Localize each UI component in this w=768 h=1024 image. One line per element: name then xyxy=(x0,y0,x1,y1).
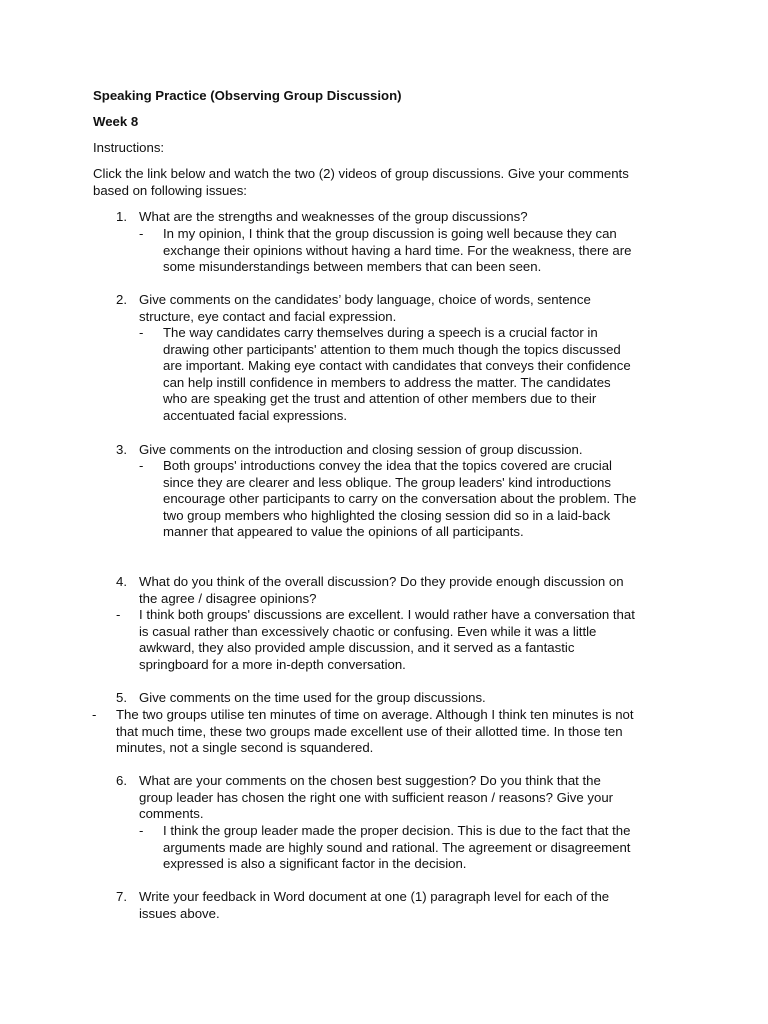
question-text xyxy=(139,690,684,707)
answer-line: accentuated facial expressions. xyxy=(163,407,348,423)
answer-dash: - xyxy=(116,607,121,622)
answer-line: In my opinion, I think that the group discussion is going well because they can xyxy=(163,226,617,241)
instructions-label: Instructions: xyxy=(93,140,165,155)
answer-text xyxy=(163,823,630,873)
question-line: comments. xyxy=(139,806,204,822)
answer-line: is casual rather than excessively chaotic or confusing. Even while it was a little xyxy=(139,623,597,639)
answer-line: Both groups' introductions convey the idea that the topics covered are crucial xyxy=(163,458,612,473)
answer-line: since they are clearer and less oblique. The group leaders' kind introductions xyxy=(163,474,611,490)
answer-line: two group members who highlighted the closing session did so in a laid-back xyxy=(163,507,611,523)
answer-text xyxy=(116,707,634,757)
question-line: Write your feedback in Word document at one (1) paragraph level for each of the xyxy=(139,889,610,904)
question-line: structure, eye contact and facial expression. xyxy=(139,308,397,324)
question-line: issues above. xyxy=(139,905,220,921)
question-number: 1. xyxy=(116,209,127,224)
answer-line: springboard for a more in-depth conversation. xyxy=(139,656,406,672)
answer-line: encourage other participants to carry on the conversation about the problem. The xyxy=(163,491,637,507)
question-number: 5. xyxy=(116,690,127,705)
answer-line: arguments made are highly sound and rational. The agreement or disagreement xyxy=(163,839,631,855)
answer-text xyxy=(163,458,636,541)
question-text xyxy=(139,889,684,922)
question-number: 3. xyxy=(116,442,127,457)
question-line: What are the strengths and weaknesses of the group discussions? xyxy=(139,209,528,224)
answer-line: manner that appeared to value the opinions of all participants. xyxy=(163,524,524,540)
question-line: Give comments on the time used for the group discussions. xyxy=(139,690,486,705)
question-text xyxy=(139,574,684,607)
answer-text xyxy=(163,325,631,425)
answer-line: are important. Making eye contact with candidates that conveys their confidence xyxy=(163,358,631,374)
answer-line: expressed is also a significant factor in the decision. xyxy=(163,856,467,872)
question-line: What do you think of the overall discussion? Do they provide enough discussion on xyxy=(139,574,624,589)
answer-line: that much time, these two groups made excellent use of their allotted time. In those ten xyxy=(116,723,623,739)
answer-line: minutes, not a single second is squandered. xyxy=(116,740,374,756)
answer-dash: - xyxy=(139,226,144,241)
answer-text xyxy=(163,226,631,276)
answer-line: I think the group leader made the proper decision. This is due to the fact that the xyxy=(163,823,631,838)
answer-line: exchange their opinions without having a hard time. For the weakness, there are xyxy=(163,242,632,258)
answer-line: drawing other participants' attention to them much though the topics discussed xyxy=(163,341,621,357)
answer-line: can help instill confidence in members to address the matter. The candidates xyxy=(163,374,611,390)
question-text xyxy=(139,292,684,325)
answer-line: some misunderstandings between members that can been seen. xyxy=(163,259,542,275)
question-line: What are your comments on the chosen best suggestion? Do you think that the xyxy=(139,773,601,788)
question-number: 7. xyxy=(116,889,127,904)
question-line: Give comments on the candidates’ body language, choice of words, sentence xyxy=(139,292,591,307)
question-line: Give comments on the introduction and closing session of group discussion. xyxy=(139,442,583,457)
answer-dash: - xyxy=(139,458,144,473)
answer-line: who are speaking get the trust and attention of other members due to their xyxy=(163,391,597,407)
answer-dash: - xyxy=(139,823,144,838)
answer-dash: - xyxy=(139,325,144,340)
answer-line: The two groups utilise ten minutes of time on average. Although I think ten minutes is not xyxy=(116,707,634,722)
intro-paragraph xyxy=(93,166,683,199)
question-text xyxy=(139,442,684,459)
week-label: Week 8 xyxy=(93,114,139,129)
question-line: group leader has chosen the right one with sufficient reason / reasons? Give your xyxy=(139,789,614,805)
answer-line: I think both groups' discussions are excellent. I would rather have a conversation that xyxy=(139,607,635,622)
intro-line: based on following issues: xyxy=(93,182,247,198)
question-number: 4. xyxy=(116,574,127,589)
intro-line: Click the link below and watch the two (2) videos of group discussions. Give your comments xyxy=(93,166,629,181)
answer-line: The way candidates carry themselves during a speech is a crucial factor in xyxy=(163,325,598,340)
question-text xyxy=(139,773,684,823)
document-title: Speaking Practice (Observing Group Discussion) xyxy=(93,88,402,103)
answer-text xyxy=(139,607,635,673)
question-number: 2. xyxy=(116,292,127,307)
question-number: 6. xyxy=(116,773,127,788)
answer-dash: - xyxy=(92,707,97,722)
question-text xyxy=(139,209,684,226)
answer-line: awkward, they also provided ample discussion, and it served as a fantastic xyxy=(139,640,575,656)
question-line: the agree / disagree opinions? xyxy=(139,590,317,606)
